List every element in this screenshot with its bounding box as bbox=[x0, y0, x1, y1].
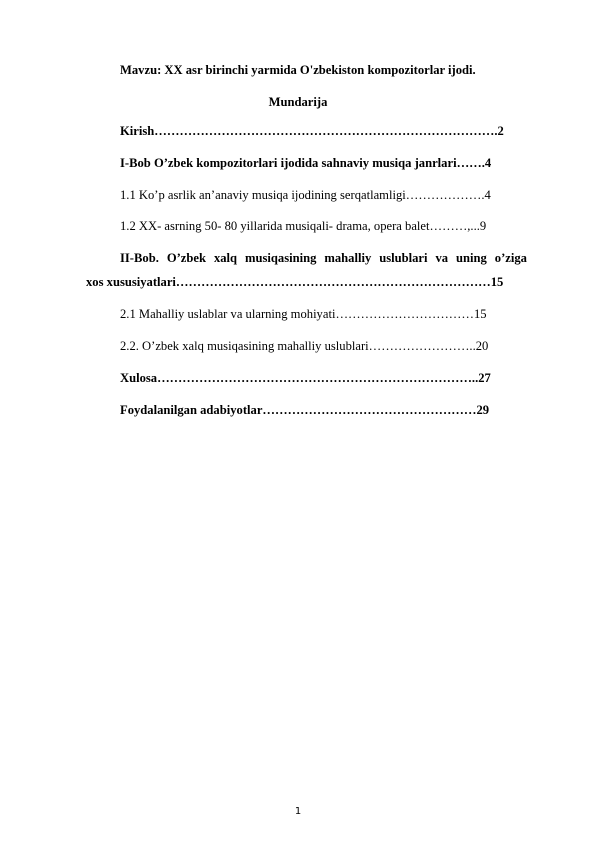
chapter2-word: uning bbox=[456, 251, 487, 265]
toc-entry-section-1-1: 1.1 Ko’p asrlik an’anaviy musiqa ijodining serqatlamligi……………….4 bbox=[120, 188, 491, 202]
document-topic: Mavzu: XX asr birinchi yarmida O'zbekiston kompozitorlar ijodi. bbox=[120, 63, 476, 77]
chapter2-word: II-Bob. bbox=[120, 251, 159, 265]
chapter2-word: xalq bbox=[213, 251, 238, 265]
contents-heading: Mundarija bbox=[268, 95, 328, 109]
toc-entry-chapter-2-line2: xos xususiyatlari…………………………………………………………………15 bbox=[86, 275, 504, 289]
toc-entry-chapter-2-line1 bbox=[120, 250, 527, 266]
toc-entry-kirish: Kirish……………………………………………………………………….2 bbox=[120, 124, 504, 138]
toc-entry-chapter-1: I-Bob O’zbek kompozitorlari ijodida sahnaviy musiqa janrlari…….4 bbox=[120, 156, 492, 170]
chapter2-word: va bbox=[435, 251, 449, 265]
page-number: 1 bbox=[294, 806, 302, 817]
chapter2-word: mahalliy bbox=[324, 251, 372, 265]
toc-entry-section-2-1: 2.1 Mahalliy uslablar va ularning mohiyati……………………………15 bbox=[120, 307, 487, 321]
toc-entry-section-1-2: 1.2 XX- asrning 50- 80 yillarida musiqali- drama, opera balet………,...9 bbox=[120, 219, 487, 233]
toc-entry-xulosa: Xulosa…………………………………………………………………..27 bbox=[120, 371, 491, 385]
chapter2-word: o’ziga bbox=[494, 251, 527, 265]
chapter2-word: O’zbek bbox=[166, 251, 206, 265]
chapter2-word: uslublari bbox=[379, 251, 428, 265]
toc-entry-bibliography: Foydalanilgan adabiyotlar……………………………………………29 bbox=[120, 403, 490, 417]
chapter2-word: musiqasining bbox=[245, 251, 317, 265]
toc-entry-section-2-2: 2.2. O’zbek xalq musiqasining mahalliy uslublari……………………..20 bbox=[120, 339, 489, 353]
